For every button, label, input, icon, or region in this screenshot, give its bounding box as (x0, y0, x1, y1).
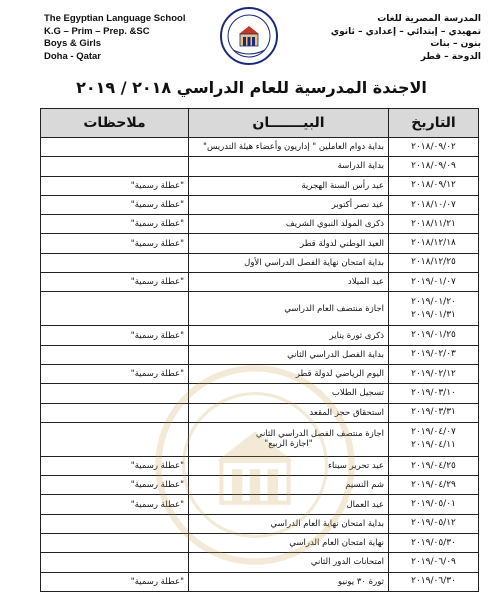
notes-cell: "عطلة رسمية" (41, 215, 189, 234)
table-row (41, 384, 479, 403)
statement-column-header: البيـــــــان (189, 109, 389, 138)
date-text: ٢٠١٩/٠٥/١٢ (411, 518, 456, 529)
table-row (41, 273, 479, 292)
statement-text: بداية امتحان نهاية الفصل الدراسي الأول (244, 257, 384, 268)
header-left-line: Boys & Girls (44, 38, 102, 49)
notes-cell: "عطلة رسمية" (41, 326, 189, 345)
date-cell (389, 364, 479, 383)
notes-cell: "عطلة رسمية" (41, 572, 189, 591)
statement-cell (189, 514, 389, 533)
date-cell (389, 273, 479, 292)
agenda-table (40, 108, 479, 592)
table-row (41, 253, 479, 272)
table-row (41, 422, 479, 456)
statement-text: نهاية امتحان العام الدراسي (289, 538, 384, 549)
statement-text: تسجيل الطلاب (331, 388, 384, 399)
date-cell (389, 534, 479, 553)
date-cell (389, 384, 479, 403)
date-text: ٢٠١٨/١٠/٠٧ (411, 199, 456, 210)
notes-column-header: ملاحظات (41, 109, 189, 138)
statement-text: شم النسيم (345, 480, 384, 491)
statement-text: بداية الفصل الدراسي الثاني (287, 349, 384, 360)
date-text: ٢٠١٨/١٢/٢٥ (411, 257, 456, 268)
header-right-line: تمهيدي – إبتدائي – إعدادي – ثانوي (330, 26, 481, 37)
date-text: ٢٠١٩/٠٦/٣٠ (411, 576, 456, 587)
date-text: ٢٠١٩/٠٣/٣١ (411, 407, 456, 418)
header-left-line: The Egyptian Language School (44, 13, 186, 24)
table-header-row (41, 109, 479, 138)
notes-cell (41, 514, 189, 533)
header-left-line: Doha - Qatar (44, 50, 102, 62)
table-row (41, 176, 479, 195)
date-cell (389, 292, 479, 326)
statement-text: بداية امتحان نهاية العام الدراسي (270, 518, 384, 529)
statement-text: بداية الدراسة (337, 161, 384, 172)
notes-cell: "عطلة رسمية" (41, 273, 189, 292)
statement-text: العيد الوطني لدولة قطر (300, 238, 384, 249)
statement-cell (189, 384, 389, 403)
statement-cell (189, 253, 389, 272)
date-text: ٢٠١٩/٠٢/١٢ (411, 368, 456, 379)
table-row (41, 514, 479, 533)
statement-cell (189, 572, 389, 591)
date-text: ٢٠١٩/٠٥/٣٠ (411, 537, 456, 548)
date-cell (389, 234, 479, 253)
notes-cell: "عطلة رسمية" (41, 234, 189, 253)
statement-text: ذكرى المولد النبوي الشريف (285, 219, 384, 230)
date-cell (389, 345, 479, 364)
date-cell (389, 514, 479, 533)
date-text: ٢٠١٩/٠٤/٠٧ (411, 427, 456, 438)
notes-cell: "عطلة رسمية" (41, 195, 189, 214)
statement-text: ذكرى ثورة يناير (329, 330, 384, 341)
statement-cell (189, 195, 389, 214)
notes-cell (41, 253, 189, 272)
date-cell (389, 422, 479, 456)
notes-cell (41, 292, 189, 326)
notes-cell (41, 534, 189, 553)
notes-cell: "عطلة رسمية" (41, 176, 189, 195)
date-text: ٢٠١٩/٠١/٠٧ (411, 276, 456, 287)
date-cell (389, 495, 479, 514)
notes-cell (41, 422, 189, 456)
header-right-line: بنون – بنات (430, 39, 481, 49)
statement-cell (189, 215, 389, 234)
table-row (41, 534, 479, 553)
statement-cell (189, 495, 389, 514)
table-row (41, 195, 479, 214)
statement-text: اجازة منتصف العام الدراسي (284, 303, 384, 314)
date-cell (389, 195, 479, 214)
date-text: ٢٠١٨/٠٩/٠٩ (411, 160, 456, 171)
date-cell (389, 157, 479, 176)
date-text: ٢٠١٩/٠٣/١٠ (411, 387, 456, 398)
statement-text: عيد العمال (346, 499, 384, 510)
date-text: ٢٠١٨/١١/٢١ (411, 218, 456, 229)
date-text: ٢٠١٩/٠٤/٢٥ (411, 460, 456, 471)
date-cell (389, 138, 479, 157)
date-cell (389, 403, 479, 422)
statement-cell (189, 422, 389, 456)
table-row (41, 495, 479, 514)
statement-cell (189, 456, 389, 475)
date-text: ٢٠١٨/٠٩/١٢ (411, 180, 456, 191)
date-text: ٢٠١٩/٠٤/٢٩ (411, 479, 456, 490)
statement-text: ثورة ٣٠ يونيو (338, 576, 384, 587)
date-cell (389, 572, 479, 591)
date-cell (389, 253, 479, 272)
table-row (41, 157, 479, 176)
statement-cell (189, 157, 389, 176)
notes-cell (41, 345, 189, 364)
school-logo (219, 6, 279, 66)
table-row (41, 326, 479, 345)
table-row (41, 138, 479, 157)
table-row (41, 553, 479, 572)
statement-text: عيد نصر أكتوبر (331, 200, 384, 211)
date-text: ٢٠١٩/٠١/٣١ (411, 309, 456, 320)
notes-cell: "عطلة رسمية" (41, 495, 189, 514)
statement-cell (189, 476, 389, 495)
table-row (41, 403, 479, 422)
statement-text: اجازة منتصف الفصل الدراسي الثاني (255, 429, 384, 440)
header-right-line: الدوحة – قطر (420, 51, 481, 62)
date-cell (389, 176, 479, 195)
statement-text: عيد رأس السنة الهجرية (301, 180, 384, 191)
statement-cell (189, 534, 389, 553)
date-text: ٢٠١٩/٠٤/١١ (411, 440, 456, 451)
date-cell (389, 326, 479, 345)
date-text: ٢٠١٩/٠١/٢٥ (411, 330, 456, 341)
statement-cell (189, 176, 389, 195)
date-text: ٢٠١٩/٠١/٢٠ (411, 296, 456, 307)
date-text: ٢٠١٨/١٢/١٨ (411, 238, 456, 249)
date-text: ٢٠١٩/٠٥/٠١ (411, 499, 456, 510)
table-row (41, 292, 479, 326)
notes-cell (41, 157, 189, 176)
statement-cell (189, 292, 389, 326)
date-text: ٢٠١٩/٠٢/٠٣ (411, 349, 456, 360)
notes-cell: "عطلة رسمية" (41, 476, 189, 495)
notes-cell (41, 384, 189, 403)
agenda-title: الاجندة المدرسية للعام الدراسي ٢٠١٨ / ٢٠١٩ (76, 78, 427, 97)
date-column-header: التاريخ (389, 109, 479, 138)
table-row (41, 345, 479, 364)
school-name-arabic (331, 13, 481, 63)
date-cell (389, 476, 479, 495)
date-text: ٢٠١٩/٠٦/٠٩ (411, 556, 456, 567)
statement-text: عيد الميلاد (347, 277, 384, 288)
notes-cell (41, 138, 189, 157)
statement-cell (189, 364, 389, 383)
table-row (41, 476, 479, 495)
header-left-line: K.G – Prim – Prep. &SC (44, 25, 150, 37)
notes-cell: "عطلة رسمية" (41, 364, 189, 383)
statement-text: اليوم الرياضي لدولة قطر (295, 369, 384, 380)
statement-cell (189, 553, 389, 572)
date-cell (389, 456, 479, 475)
statement-cell (189, 403, 389, 422)
table-row (41, 456, 479, 475)
notes-cell (41, 553, 189, 572)
statement-cell (189, 234, 389, 253)
school-name-english (44, 13, 185, 63)
notes-cell (41, 403, 189, 422)
statement-text: استحقاق حجز المقعد (309, 407, 384, 418)
statement-cell (189, 138, 389, 157)
table-row (41, 572, 479, 591)
statement-cell (189, 345, 389, 364)
statement-cell (189, 326, 389, 345)
date-cell (389, 215, 479, 234)
table-row (41, 215, 479, 234)
statement-text: عيد تحرير سيناء (328, 461, 384, 471)
statement-note-text: "اجازة الربيع" (264, 439, 313, 450)
statement-text: بداية دوام العاملين " إداريون وأعضاء هيئة التدريس" (203, 142, 384, 153)
table-row (41, 234, 479, 253)
date-text: ٢٠١٨/٠٩/٠٢ (411, 141, 456, 152)
date-cell (389, 553, 479, 572)
header-right-line: المدرسة المصرية للغات (377, 14, 481, 24)
table-row (41, 364, 479, 383)
statement-text: امتحانات الدور الثاني (310, 557, 384, 568)
notes-cell: "عطلة رسمية" (41, 456, 189, 475)
statement-cell (189, 273, 389, 292)
